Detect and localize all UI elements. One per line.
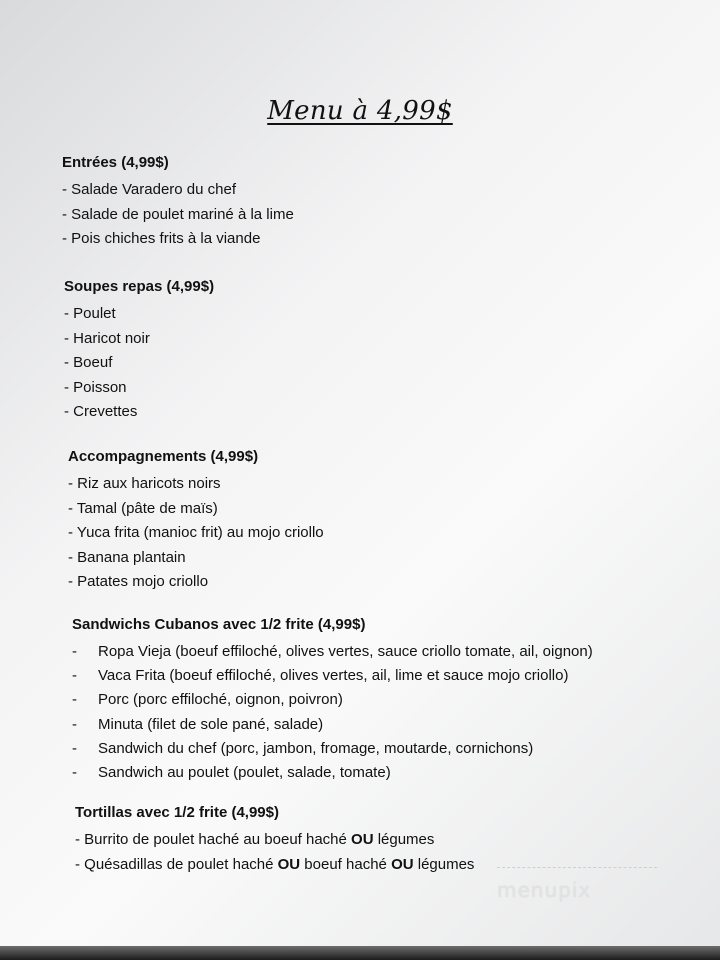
ou-emphasis: OU xyxy=(277,855,301,873)
dash-marker: - xyxy=(72,764,77,782)
item-text: - Quésadillas de poulet haché xyxy=(75,855,278,873)
list-item: - Crevettes xyxy=(64,403,138,420)
list-item: - Yuca frita (manioc frit) au mojo criollo xyxy=(68,524,324,541)
section-heading: Soupes repas (4,99$) xyxy=(64,278,215,295)
list-item: - Poisson xyxy=(64,378,127,396)
section-heading: Sandwichs Cubanos avec 1/2 frite (4,99$) xyxy=(72,616,366,633)
section-accompagnements xyxy=(68,446,324,595)
list-item xyxy=(72,688,593,712)
ou-emphasis: OU xyxy=(351,831,374,848)
list-item: - Haricot noir xyxy=(64,329,150,347)
section-heading: Tortillas avec 1/2 frite (4,99$) xyxy=(75,804,279,821)
list-item xyxy=(75,828,474,853)
ou-emphasis: OU xyxy=(391,855,414,873)
list-item: - Poulet xyxy=(64,305,116,322)
item-text: boeuf haché xyxy=(300,855,392,873)
section-heading: Accompagnements (4,99$) xyxy=(68,448,259,465)
list-item xyxy=(72,761,593,785)
list-item: - Pois chiches frits à la viande xyxy=(62,230,261,247)
item-text: Sandwich du chef (porc, jambon, fromage, moutarde, cornichons) xyxy=(98,739,534,757)
section-tortillas xyxy=(75,802,474,877)
item-text: Minuta (filet de sole pané, salade) xyxy=(98,715,324,733)
item-text: légumes xyxy=(413,855,475,873)
screen-bezel xyxy=(0,946,720,960)
item-text: légumes xyxy=(373,831,435,848)
list-item xyxy=(72,713,593,737)
list-item xyxy=(72,737,593,761)
list-item: - Tamal (pâte de maïs) xyxy=(68,499,218,517)
list-item: - Banana plantain xyxy=(68,548,186,566)
dash-marker: - xyxy=(72,667,77,685)
page-title: Menu à 4,99$ xyxy=(267,96,453,126)
list-item: - Salade Varadero du chef xyxy=(62,181,237,198)
list-item xyxy=(72,664,593,688)
dash-marker: - xyxy=(72,643,77,660)
section-soupes xyxy=(64,276,214,425)
item-text: Vaca Frita (boeuf effiloché, olives vertes, ail, lime et sauce mojo criollo) xyxy=(98,667,569,685)
dash-marker: - xyxy=(72,739,77,757)
section-sandwichs xyxy=(72,614,593,785)
list-item xyxy=(72,640,593,664)
section-entrees xyxy=(62,152,294,252)
dash-marker: - xyxy=(72,715,77,733)
list-item: - Riz aux haricots noirs xyxy=(68,475,221,492)
watermark: menupix xyxy=(497,867,657,913)
item-text: Ropa Vieja (boeuf effiloché, olives vertes, sauce criollo tomate, ail, oignon) xyxy=(98,643,593,660)
item-text: Porc (porc effiloché, oignon, poivron) xyxy=(98,691,343,709)
section-heading: Entrées (4,99$) xyxy=(62,154,169,171)
list-item: - Boeuf xyxy=(64,354,113,371)
item-text: Sandwich au poulet (poulet, salade, tomate) xyxy=(98,764,391,782)
dash-marker: - xyxy=(72,691,77,709)
list-item: - Salade de poulet mariné à la lime xyxy=(62,205,294,223)
item-text: - Burrito de poulet haché au boeuf haché xyxy=(75,831,352,848)
list-item: - Patates mojo criollo xyxy=(68,573,209,590)
list-item xyxy=(75,853,474,878)
